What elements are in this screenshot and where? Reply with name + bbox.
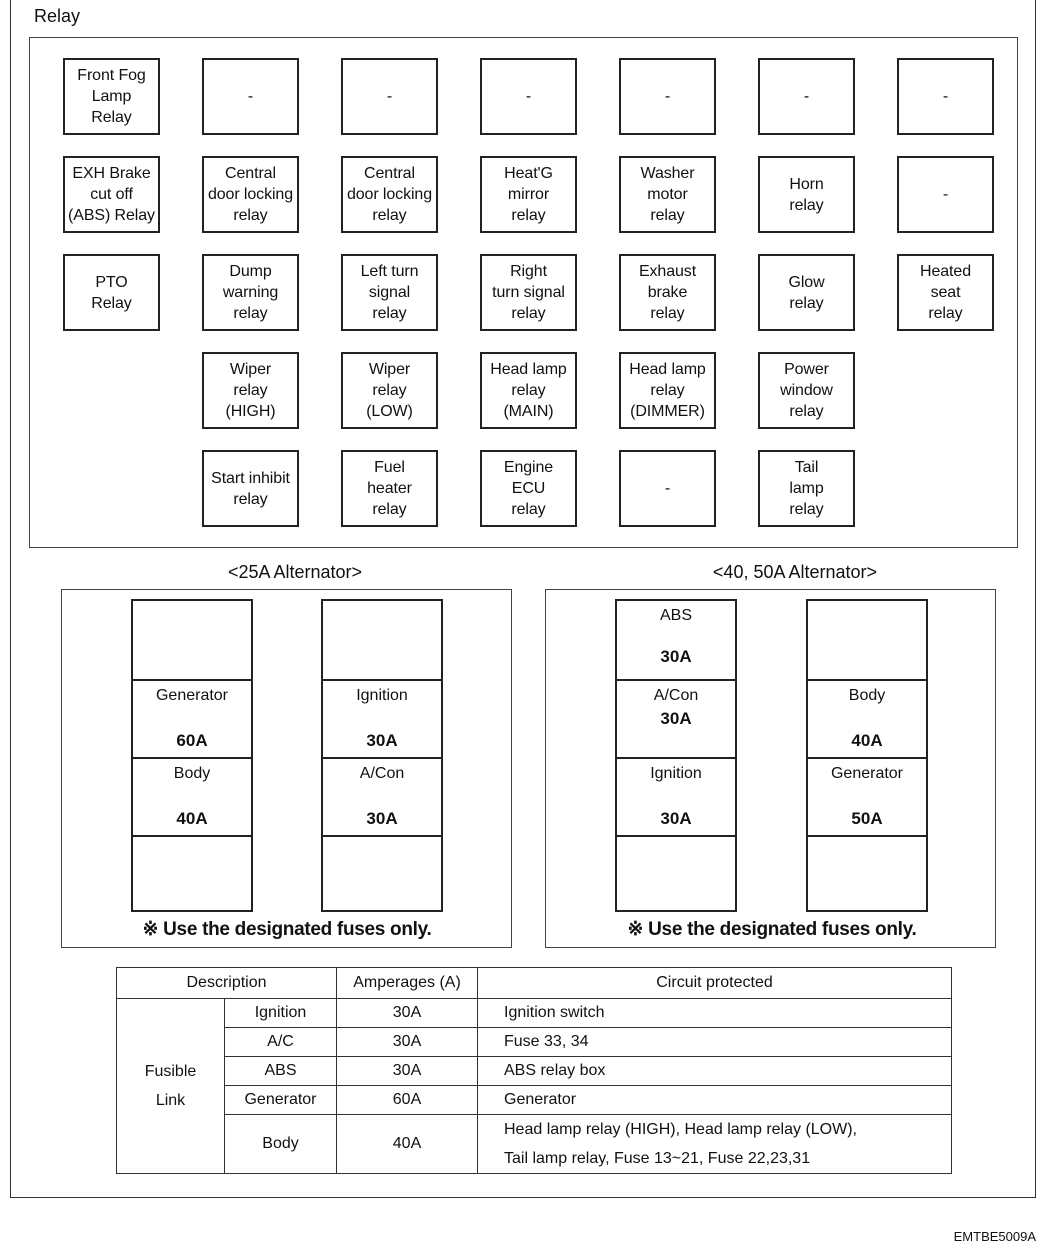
fusible-link-table bbox=[116, 967, 952, 1174]
relay-slot: Horn relay bbox=[758, 156, 855, 233]
row-circuit: Head lamp relay (HIGH), Head lamp relay (LOW), Tail lamp relay, Fuse 13~21, Fuse 22,23,31 bbox=[478, 1115, 952, 1174]
relay-slot: Head lamp relay (DIMMER) bbox=[619, 352, 716, 429]
fuse-amperage: 30A bbox=[366, 809, 398, 828]
fuse-name: A/Con bbox=[653, 687, 699, 704]
relay-slot: Front Fog Lamp Relay bbox=[63, 58, 160, 135]
row-circuit: Fuse 33, 34 bbox=[478, 1028, 952, 1057]
fuse-amperage: 30A bbox=[660, 809, 692, 828]
alt25-fuse-column-2 bbox=[321, 599, 443, 912]
row-item: Body bbox=[225, 1115, 337, 1174]
fuse-slot bbox=[323, 835, 441, 910]
relay-slot-empty: - bbox=[341, 58, 438, 135]
relay-slot: Dump warning relay bbox=[202, 254, 299, 331]
fuse-slot bbox=[323, 679, 441, 757]
relay-slot: EXH Brake cut off (ABS) Relay bbox=[63, 156, 160, 233]
fuse-amperage: 30A bbox=[660, 647, 692, 666]
fuse-slot bbox=[808, 679, 926, 757]
row-amp: 60A bbox=[337, 1086, 478, 1115]
alt25-fuse-column-1 bbox=[131, 599, 253, 912]
fuse-name: Body bbox=[173, 765, 211, 782]
fuse-slot bbox=[133, 601, 251, 679]
fuse-slot bbox=[617, 835, 735, 910]
fuse-name: Ignition bbox=[356, 687, 408, 704]
fuse-slot bbox=[617, 757, 735, 835]
fuse-slot bbox=[133, 835, 251, 910]
fuse-name: Generator bbox=[155, 687, 229, 704]
fuse-slot bbox=[617, 679, 735, 757]
fuse-slot bbox=[323, 601, 441, 679]
fuse-slot bbox=[808, 601, 926, 679]
fuse-amperage: 60A bbox=[176, 731, 208, 750]
row-item: Ignition bbox=[225, 999, 337, 1028]
fuse-name: Body bbox=[848, 687, 886, 704]
header-description: Description bbox=[117, 968, 337, 999]
relay-slot: Right turn signal relay bbox=[480, 254, 577, 331]
row-amp: 30A bbox=[337, 1028, 478, 1057]
row-circuit: Ignition switch bbox=[478, 999, 952, 1028]
alt40-title: <40, 50A Alternator> bbox=[712, 562, 878, 582]
relay-section-title: Relay bbox=[34, 6, 81, 26]
alt40-panel bbox=[545, 589, 996, 948]
alt25-note: ※ Use the designated fuses only. bbox=[142, 919, 432, 940]
relay-slot-empty: - bbox=[202, 58, 299, 135]
row-circuit: Generator bbox=[478, 1086, 952, 1115]
fuse-slot bbox=[808, 757, 926, 835]
relay-slot-empty: - bbox=[897, 156, 994, 233]
table-header-row bbox=[117, 968, 952, 999]
table-row bbox=[117, 1115, 952, 1174]
fuse-slot bbox=[133, 757, 251, 835]
table-row bbox=[117, 1028, 952, 1057]
table-row bbox=[117, 1086, 952, 1115]
relay-slot: Start inhibit relay bbox=[202, 450, 299, 527]
fuse-name: Ignition bbox=[650, 765, 702, 782]
alt40-note: ※ Use the designated fuses only. bbox=[627, 919, 917, 940]
group-label: Fusible Link bbox=[117, 999, 225, 1174]
row-item: Generator bbox=[225, 1086, 337, 1115]
relay-slot: Left turn signal relay bbox=[341, 254, 438, 331]
fuse-amperage: 30A bbox=[660, 709, 692, 728]
relay-slot: Head lamp relay (MAIN) bbox=[480, 352, 577, 429]
fuse-slot bbox=[617, 601, 735, 679]
relay-slot: Central door locking relay bbox=[341, 156, 438, 233]
relay-slot-empty: - bbox=[619, 450, 716, 527]
fuse-slot bbox=[323, 757, 441, 835]
fuse-name: ABS bbox=[659, 607, 692, 624]
header-circuit: Circuit protected bbox=[478, 968, 952, 999]
table-row bbox=[117, 999, 952, 1028]
relay-slot: Exhaust brake relay bbox=[619, 254, 716, 331]
relay-slot: Heat'G mirror relay bbox=[480, 156, 577, 233]
relay-slot: Heated seat relay bbox=[897, 254, 994, 331]
alt40-fuse-column-2 bbox=[806, 599, 928, 912]
relay-slot: Central door locking relay bbox=[202, 156, 299, 233]
row-item: ABS bbox=[225, 1057, 337, 1086]
relay-slot: Washer motor relay bbox=[619, 156, 716, 233]
relay-slot: Fuel heater relay bbox=[341, 450, 438, 527]
relay-slot: Engine ECU relay bbox=[480, 450, 577, 527]
row-circuit: ABS relay box bbox=[478, 1057, 952, 1086]
relay-slot-empty: - bbox=[619, 58, 716, 135]
fuse-amperage: 40A bbox=[851, 731, 883, 750]
row-amp: 30A bbox=[337, 1057, 478, 1086]
alt25-title: <25A Alternator> bbox=[227, 562, 363, 582]
relay-slot: Wiper relay (LOW) bbox=[341, 352, 438, 429]
fuse-name: Generator bbox=[830, 765, 904, 782]
relay-slot: Glow relay bbox=[758, 254, 855, 331]
fuse-amperage: 40A bbox=[176, 809, 208, 828]
figure-code: EMTBE5009A bbox=[953, 1229, 1036, 1244]
table-row bbox=[117, 1057, 952, 1086]
fuse-slot bbox=[808, 835, 926, 910]
fuse-name: A/Con bbox=[359, 765, 405, 782]
row-amp: 40A bbox=[337, 1115, 478, 1174]
alt40-fuse-column-1 bbox=[615, 599, 737, 912]
relay-slot-empty: - bbox=[897, 58, 994, 135]
fuse-slot bbox=[133, 679, 251, 757]
row-amp: 30A bbox=[337, 999, 478, 1028]
fuse-amperage: 30A bbox=[366, 731, 398, 750]
row-item: A/C bbox=[225, 1028, 337, 1057]
relay-slot: Tail lamp relay bbox=[758, 450, 855, 527]
alt25-panel bbox=[61, 589, 512, 948]
fuse-amperage: 50A bbox=[851, 809, 883, 828]
header-amperages: Amperages (A) bbox=[337, 968, 478, 999]
relay-slot-empty: - bbox=[480, 58, 577, 135]
relay-slot: Power window relay bbox=[758, 352, 855, 429]
relay-slot: Wiper relay (HIGH) bbox=[202, 352, 299, 429]
relay-slot: PTO Relay bbox=[63, 254, 160, 331]
relay-slot-empty: - bbox=[758, 58, 855, 135]
